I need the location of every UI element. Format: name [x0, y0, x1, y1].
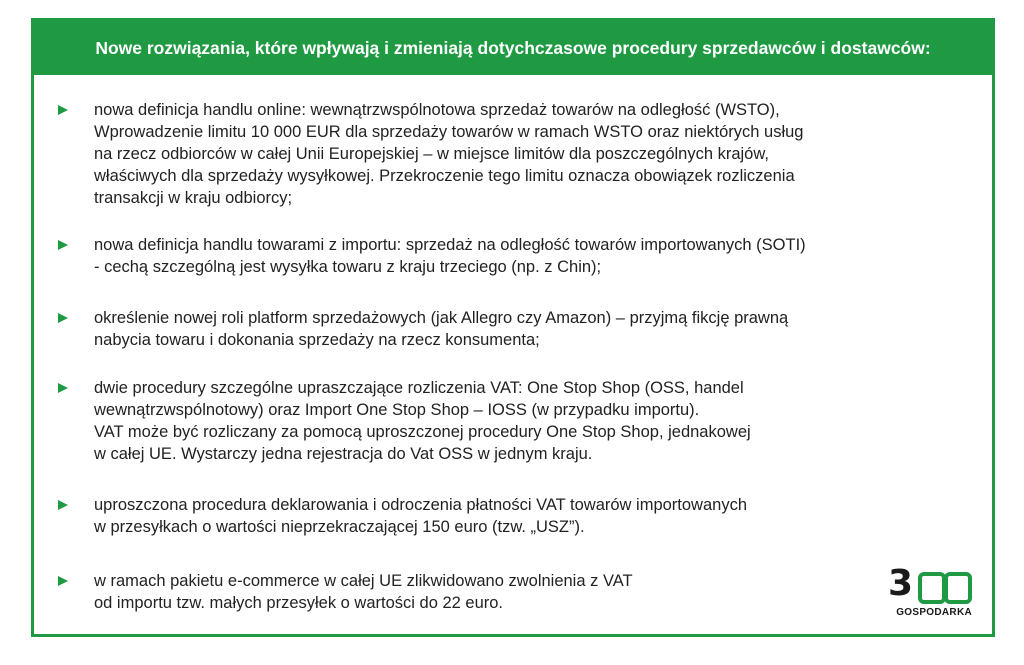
text-line: nowa definicja handlu online: wewnątrzwspólnotowa sprzedaż towarów na odległość (WSTO), — [94, 101, 780, 119]
text-line: transakcji w kraju odbiorcy; — [94, 189, 293, 207]
list-item-text — [94, 377, 974, 465]
list-item-text — [94, 494, 974, 538]
text-line: na rzecz odbiorców w całej Unii Europejskiej – w miejsce limitów dla poszczególnych krajów, — [94, 145, 769, 163]
logo-mark — [886, 563, 972, 604]
list-item-text — [94, 570, 974, 614]
triangle-bullet-icon — [58, 383, 68, 393]
triangle-bullet-icon — [58, 576, 68, 586]
triangle-bullet-icon — [58, 500, 68, 510]
logo-zero-icon — [944, 572, 972, 604]
list-item-text — [94, 234, 974, 278]
text-line: - cechą szczególną jest wysyłka towaru z kraju trzeciego (np. z Chin); — [94, 258, 602, 276]
text-line: uproszczona procedura deklarowania i odroczenia płatności VAT towarów importowanych — [94, 496, 748, 514]
triangle-bullet-icon — [58, 105, 68, 115]
text-line: nabycia towaru i dokonania sprzedaży na rzecz konsumenta; — [94, 331, 540, 349]
text-line: w ramach pakietu e-commerce w całej UE zlikwidowano zwolnienia z VAT — [94, 572, 633, 590]
text-line: określenie nowej roli platform sprzedażowych (jak Allegro czy Amazon) – przyjmą fikcję prawną — [94, 309, 789, 327]
infographic-frame — [31, 18, 995, 637]
text-line: nowa definicja handlu towarami z importu: sprzedaż na odległość towarów importowanych (SOTI) — [94, 236, 806, 254]
brand-logo — [886, 563, 972, 618]
list-item-text — [94, 307, 974, 351]
logo-zero-icon — [918, 572, 946, 604]
text-line: Wprowadzenie limitu 10 000 EUR dla sprzedaży towarów w ramach WSTO oraz niektórych usług — [94, 123, 804, 141]
triangle-bullet-icon — [58, 313, 68, 323]
text-line: w przesyłkach o wartości nieprzekraczającej 150 euro (tzw. „USZ”). — [94, 518, 585, 536]
text-line: wewnątrzwspólnotowy) oraz Import One Stop Shop – IOSS (w przypadku importu). — [94, 401, 700, 419]
bullet-list — [34, 21, 992, 634]
text-line: od importu tzw. małych przesyłek o wartości do 22 euro. — [94, 594, 504, 612]
list-item-text — [94, 99, 974, 209]
header-title: Nowe rozwiązania, które wpływają i zmieniają dotychczasowe procedury sprzedawców i dostawców: — [95, 38, 931, 58]
logo-digit: 3 — [888, 563, 914, 604]
logo-caption: GOSPODARKA — [896, 607, 972, 618]
text-line: dwie procedury szczególne upraszczające rozliczenia VAT: One Stop Shop (OSS, handel — [94, 379, 744, 397]
text-line: właściwych dla sprzedaży wysyłkowej. Przekroczenie tego limitu oznacza obowiązek rozliczenia — [94, 167, 795, 185]
text-line: w całej UE. Wystarczy jedna rejestracja do Vat OSS w jednym kraju. — [94, 445, 593, 463]
triangle-bullet-icon — [58, 240, 68, 250]
text-line: VAT może być rozliczany za pomocą uproszczonej procedury One Stop Shop, jednakowej — [94, 423, 751, 441]
